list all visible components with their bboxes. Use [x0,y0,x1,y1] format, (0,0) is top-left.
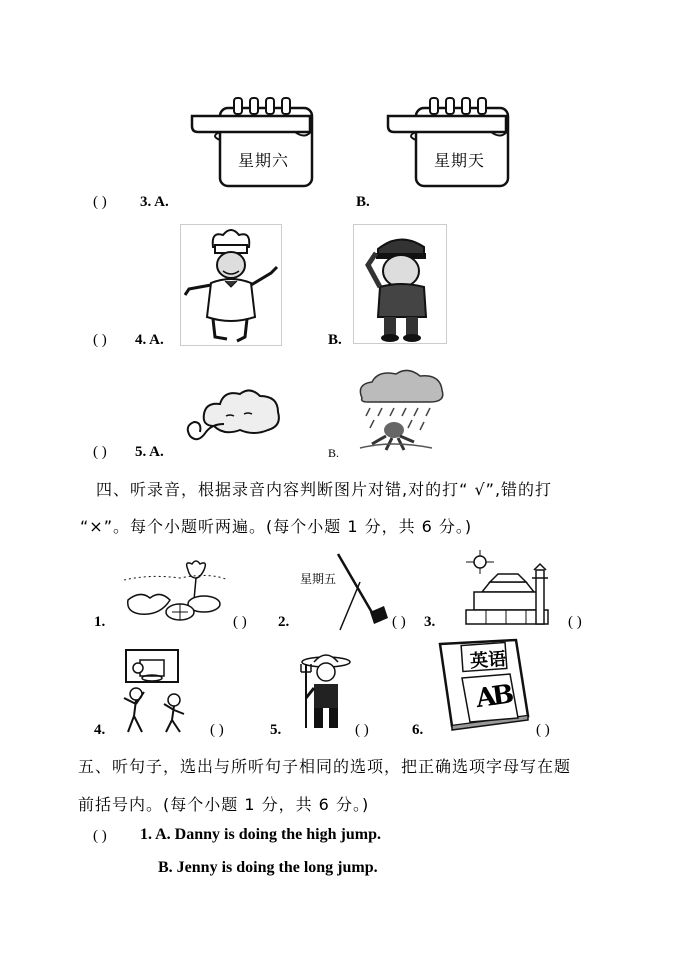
item-number: 1. [94,614,106,630]
police-image [353,224,447,344]
item-number: 5. [270,722,282,738]
item-number: 6. [412,722,424,738]
answer-paren[interactable]: ( ) [210,722,224,738]
question-label: 5. A. [135,444,164,460]
answer-paren[interactable]: ( ) [536,722,550,738]
calendar-text: 星期天 [434,151,486,170]
calendar-text: 星期六 [238,151,290,170]
question-label: 3. A. [140,194,169,210]
item-number: 2. [278,614,290,630]
calendar-icon [190,96,315,188]
answer-paren[interactable]: ( ) [93,444,107,460]
question-1-option-b: B. Jenny is doing the long jump. [158,859,378,876]
section-5-instruction-line2: 前括号内。(每个小题 1 分，共 6 分。) [78,795,370,814]
police-icon [354,225,446,343]
item-number: 3. [424,614,436,630]
basketball-icon [120,648,196,734]
answer-paren[interactable]: ( ) [93,332,107,348]
lotus-pond-icon [120,560,230,624]
calendar-saturday [190,96,315,188]
answer-paren[interactable]: ( ) [93,828,107,844]
tiananmen-icon [460,552,556,628]
section-4-instruction-line1: 四、听录音，根据录音内容判断图片对错,对的打“ √”,错的打 [96,480,553,499]
answer-paren[interactable]: ( ) [93,194,107,210]
section-4-instruction-line2: “×”。每个小题听两遍。(每个小题 1 分，共 6 分。) [80,517,473,536]
question-1-option-a: 1. A. Danny is doing the high jump. [140,826,381,843]
answer-paren[interactable]: ( ) [568,614,582,630]
answer-paren[interactable]: ( ) [355,722,369,738]
book-letters: AB [474,679,513,715]
option-b-label: B. [356,194,370,210]
friday-caption: 星期五 [300,572,337,586]
item-number: 4. [94,722,106,738]
question-label: 4. A. [135,332,164,348]
calendar-sunday [386,96,511,188]
answer-paren[interactable]: ( ) [392,614,406,630]
book-title: 英语 [469,648,507,673]
hoe-icon [330,552,390,632]
calendar-icon [386,96,511,188]
option-b-label: B. [328,332,342,348]
section-5-instruction-line1: 五、听句子，选出与所听句子相同的选项，把正确选项字母写在题 [78,757,572,776]
option-b-label: B. [328,446,340,460]
farmer-icon [300,650,352,732]
windy-cloud-icon [184,386,284,448]
chef-icon [181,225,281,345]
answer-paren[interactable]: ( ) [233,614,247,630]
rain-cloud-icon [352,368,446,452]
chef-image [180,224,282,346]
